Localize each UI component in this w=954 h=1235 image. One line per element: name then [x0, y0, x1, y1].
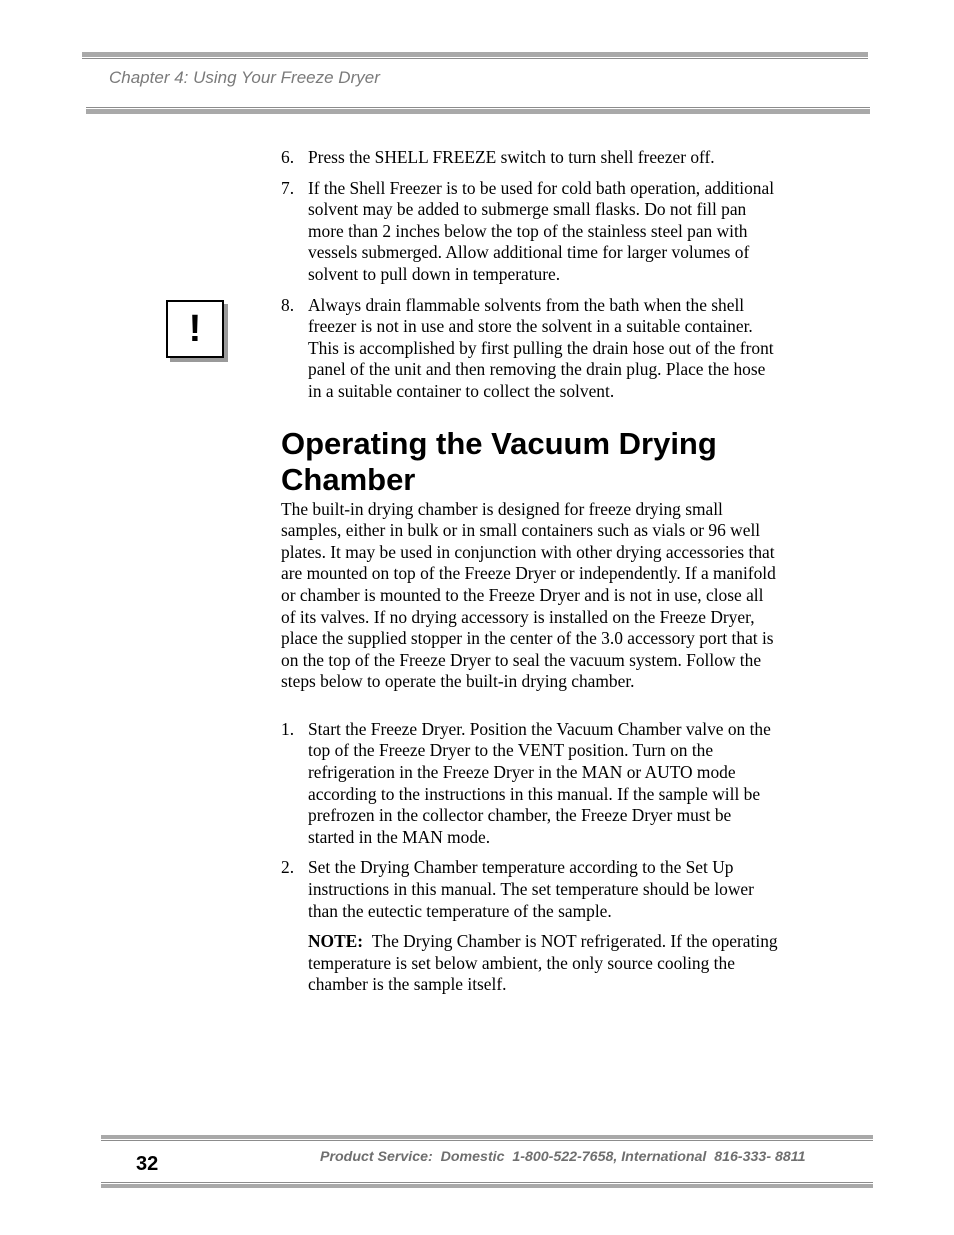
list-item-step-8 — [281, 295, 781, 403]
step-text: If the Shell Freezer is to be used for cold bath operation, additional solvent may be added to submerge small flasks. Do not fill pan more than 2 inches below the top of the stainless steel pan with vessels submerged. Allow additional time for larger volumes of solvent to pull down in temperature. — [308, 177, 775, 284]
footer-rule-top-thin — [101, 1140, 873, 1141]
step-number: 6. — [281, 147, 295, 167]
list-item-step-1 — [281, 719, 781, 849]
header-rule-bottom-thin — [86, 107, 870, 108]
note-block — [281, 931, 781, 996]
step-text: Start the Freeze Dryer. Position the Vacuum Chamber valve on the top of the Freeze Dryer to the VENT position. Turn on the refrigeration in the Freeze Dryer in the MAN or AUTO mode according to the instructions in this manual. If the sample will be prefrozen in the collector chamber, the Freeze Dryer must be started in the MAN mode. — [308, 718, 771, 847]
exclamation-icon — [166, 300, 224, 358]
step-text: Always drain flammable solvents from the bath when the shell freezer is not in use and store the solvent in a suitable container. This is accomplished by first pulling the drain hose out of the front panel of the unit and then removing the drain plug. Place the hose in a suitable container to collect the solvent. — [308, 294, 774, 401]
step-number: 8. — [281, 294, 295, 315]
step-number: 2. — [281, 857, 295, 878]
section-intro: The built-in drying chamber is designed for freeze drying small samples, either in bulk or in small containers such as vials or 96 well plates. It may be used in conjunction with other drying accessories that are mounted on top of the Freeze Dryer or independently. If a manifold or chamber is mounted to the Freeze Dryer and is not in use, close all of its valves. If no drying accessory is installed on the Freeze Dryer, place the supplied stopper in the center of the 3.0 accessory port that is on the top of the Freeze Dryer to seal the vacuum system. Follow the steps below to operate the built-in drying chamber. — [281, 498, 776, 692]
section-heading: Operating the Vacuum Drying Chamber — [281, 425, 717, 497]
product-service-contact: Product Service: Domestic 1-800-522-7658, International 816-333- 8811 — [320, 1149, 806, 1165]
footer-rule-bottom-thin — [101, 1182, 873, 1183]
step-number: 7. — [281, 177, 295, 198]
header-rule-top-thin — [82, 58, 868, 59]
main-content — [281, 147, 781, 996]
step-number: 1. — [281, 718, 295, 739]
step-text: Set the Drying Chamber temperature according to the Set Up instructions in this manual. The set temperature should be lower than the eutectic temperature of the sample. — [308, 857, 754, 921]
footer-rule-bottom — [101, 1184, 873, 1188]
exclamation-glyph: ! — [188, 308, 202, 350]
list-item-step-6 — [281, 147, 781, 169]
note-label: NOTE: — [308, 931, 364, 952]
list-item-step-2 — [281, 857, 781, 922]
header-rule-bottom — [86, 109, 870, 114]
footer-rule-top — [101, 1135, 873, 1139]
header-rule-top — [82, 52, 868, 57]
list-item-step-7 — [281, 178, 781, 286]
step-text: Press the SHELL FREEZE switch to turn shell freezer off. — [308, 147, 715, 167]
chapter-header: Chapter 4: Using Your Freeze Dryer — [109, 68, 380, 87]
page-number: 32 — [136, 1153, 159, 1175]
note-text: The Drying Chamber is NOT refrigerated. If the operating temperature is set below ambient, the only source cooling the chamber is the sample itself. — [308, 931, 778, 995]
